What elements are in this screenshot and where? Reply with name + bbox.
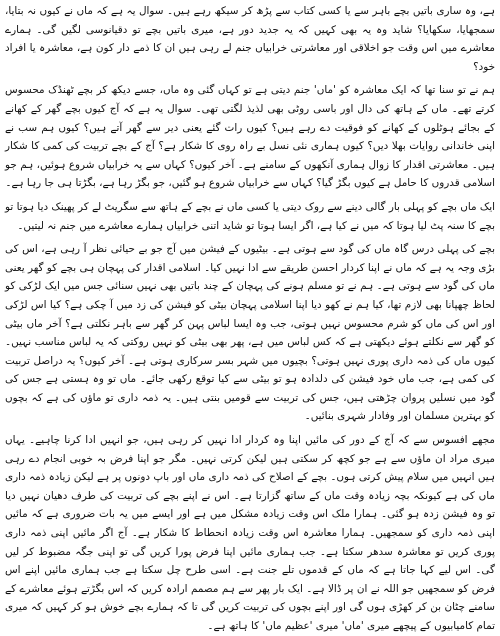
article-paragraph-1: ہے، وہ ساری باتیں بچے باہر سے یا کسی کتاب سے پڑھ کر سیکھ رہے ہیں۔ سوال یہ ہے کہ ماں نے کیوں نہ بتایا، سمجھایا، سکھایا؟ شاید وہ یہ بھی کہیں کہ یہ جدید دور ہے، میری باتیں بچے تو دقیانوسی لگیں گی۔ ہمارے معاشرے میں اس وقت جو اخلاقی اور معاشرتی خرابیاں جنم لے رہی ہیں ان کا ذمے دار کون ہے، معاشرہ یا افراد خود؟	[5, 5, 495, 73]
article-paragraph-3: ایک ماں بچے کو پہلی بار گالی دینے سے روک دیتی یا کسی ماں نے بچے کے ہاتھ سے سگریٹ لے کر پھینک دیا ہوتا تو بچے کا سنہ پٹ لیا ہوتا کہ میں نے کیا ہے، اگر ایسا ہوتا تو شاید اتنی خرابیاں ہمارے معاشرے میں جنم نہ لیتیں۔	[5, 200, 495, 232]
article-paragraph-4: بچے کی پہلی درس گاہ ماں کی گود سے ہوتی ہے۔ بیٹیوں کے فیشن میں آج جو بے حیائی نظر آ رہی ہے، اس کی بڑی وجہ یہ ہے کہ ماں نے اپنا کردار احسن طریقے سے ادا نہیں کیا۔ اسلامی اقدار کی پہچان ہی بچے کو گھر یعنی ماں کی گود سے ہوتی ہے۔ ہم نے تو مسلم ہونے کی پہچان کے چند باتیں بھی نہیں سنائی جس میں ایک لڑکی کو لحاظ چھپانا بھی لازم تھا، کیا ہم نے کھو دیا اپنا اسلامی پہچان بیٹی کو فیشن کی زد میں آ چکی ہے؟ کیا اس لڑکی اور اس کی ماں کو شرم محسوس نہیں ہوتی، جب وہ ایسا لباس پہن کر گھر سے باہر نکلتی ہے؟ آخر ماں بیٹی کو گھر سے نکلتے ہوئے دیکھتی ہے کہ کس لباس میں ہے، پھر بھی بیٹی کو نہیں روکتی کہ یہ لباس مناسب نہیں۔ کیوں ماں کی ذمہ داری پوری نہیں ہوتی؟ بچیوں میں شہر بسر سرکاری ہوتی ہے۔ آخر کیوں؟ یہ دراصل تربیت کی کمی ہے، جب ماں خود فیشن کی دلدادہ ہو تو بیٹی سے کیا توقع رکھی جائے۔ ماں تو وہ ہستی ہے جس کی گود میں نسلیں پروان چڑھتی ہیں، جس کی تربیت سے قومیں بنتی ہیں۔ یہ ذمہ داری تو ماؤں کی ہے کہ بچوں کو بہترین مسلمان اور وفادار شہری بنائیں۔	[5, 243, 495, 423]
article-paragraph-2: ہم نے تو سنا تھا کہ ایک معاشرہ کو 'ماں' جنم دیتی ہے تو کہاں گئی وہ ماں، جسے دیکھ کر بچے ٹھنڈک محسوس کرتے تھے۔ ماں کے ہاتھ کی دال اور باسی روٹی بھی لذیذ لگتی تھی۔ سوال یہ ہے کہ آج کیوں بچے گھر کے کھانے کے بجائے ہوٹلوں کے کھانے کو فوقیت دے رہے ہیں؟ کیوں رات گئے یعنی دیر سے گھر آتے ہیں؟ کیوں ہم سب نے اپنی خاندانی روایات بھلا دیں؟ کیوں ہماری نئی نسل بے راہ روی کا شکار ہے؟ آج کے بچے تربیت کی کمی کا شکار ہیں۔ معاشرتی اقدار کا زوال ہماری آنکھوں کے سامنے ہے۔ آخر کیوں؟ کہاں سے یہ خرابیاں شروع ہوئیں، ہم جو اسلامی قدروں کا حامل ہے کیوں بگڑ گیا؟ کہاں سے خرابیاں شروع ہو گئیں، جو بگڑ رہا ہے، بگڑتا ہی جا رہا ہے۔	[5, 84, 495, 190]
article-paragraph-5: مجھے افسوس سے کہ آج کے دور کی مائیں اپنا وہ کردار ادا نہیں کر رہی ہیں، جو انہیں ادا کرنا چاہیے۔ یہاں میری مراد ان ماؤں سے ہے جو کچھ کر سکتی ہیں لیکن کرتی نہیں۔ مگر جو اپنا فرض بہ خوبی انجام دے رہی ہیں انہیں میں سلام پیش کرتی ہوں۔ بچے کے اصلاح کی ذمہ داری ماں اور باپ دونوں پر ہے لیکن زیادہ ذمہ داری ماں کی ہے کیونکہ بچہ زیادہ وقت ماں کے ساتھ گزارتا ہے۔ اس نے اپنے بچے کی تربیت کی طرف دھیان نہیں دیا تو وہ فیشن زدہ ہو گئی۔ ہمارا ملک اس وقت زیادہ مشکل میں ہے اور ایسے میں یہ بات ضروری ہے کہ مائیں اپنی ذمہ داری کو سمجھیں۔ ہمارا معاشرہ اس وقت زیادہ انحطاط کا شکار ہے۔ آج اگر مائیں اپنی ذمہ داری پوری کریں تو معاشرہ سدھر سکتا ہے۔ جب ہماری مائیں اپنا فرض پورا کریں گی تو اپنی جگہ مضبوط کر لیں گی۔ اس لیے کہا جاتا ہے کہ ماں کے قدموں تلے جنت ہے۔ اسی طرح چل سکتا ہے جب ہماری مائیں اپنے اس فرض کو سمجھیں جو اللہ نے ان پر ڈالا ہے۔ ایک بار پھر سے ہم مصمم ارادہ کریں کہ اس بگڑتے ہوئے معاشرے کے سامنے چٹان بن کر کھڑی ہوں گی اور اپنے بچوں کی تربیت کریں گی تا کہ ہمارے بچے خوش ہو کر کہیں کہ میری تمام کامیابیوں کے پیچھے میری 'ماں' میری 'عظیم ماں' کا ہاتھ ہے۔	[5, 434, 495, 632]
